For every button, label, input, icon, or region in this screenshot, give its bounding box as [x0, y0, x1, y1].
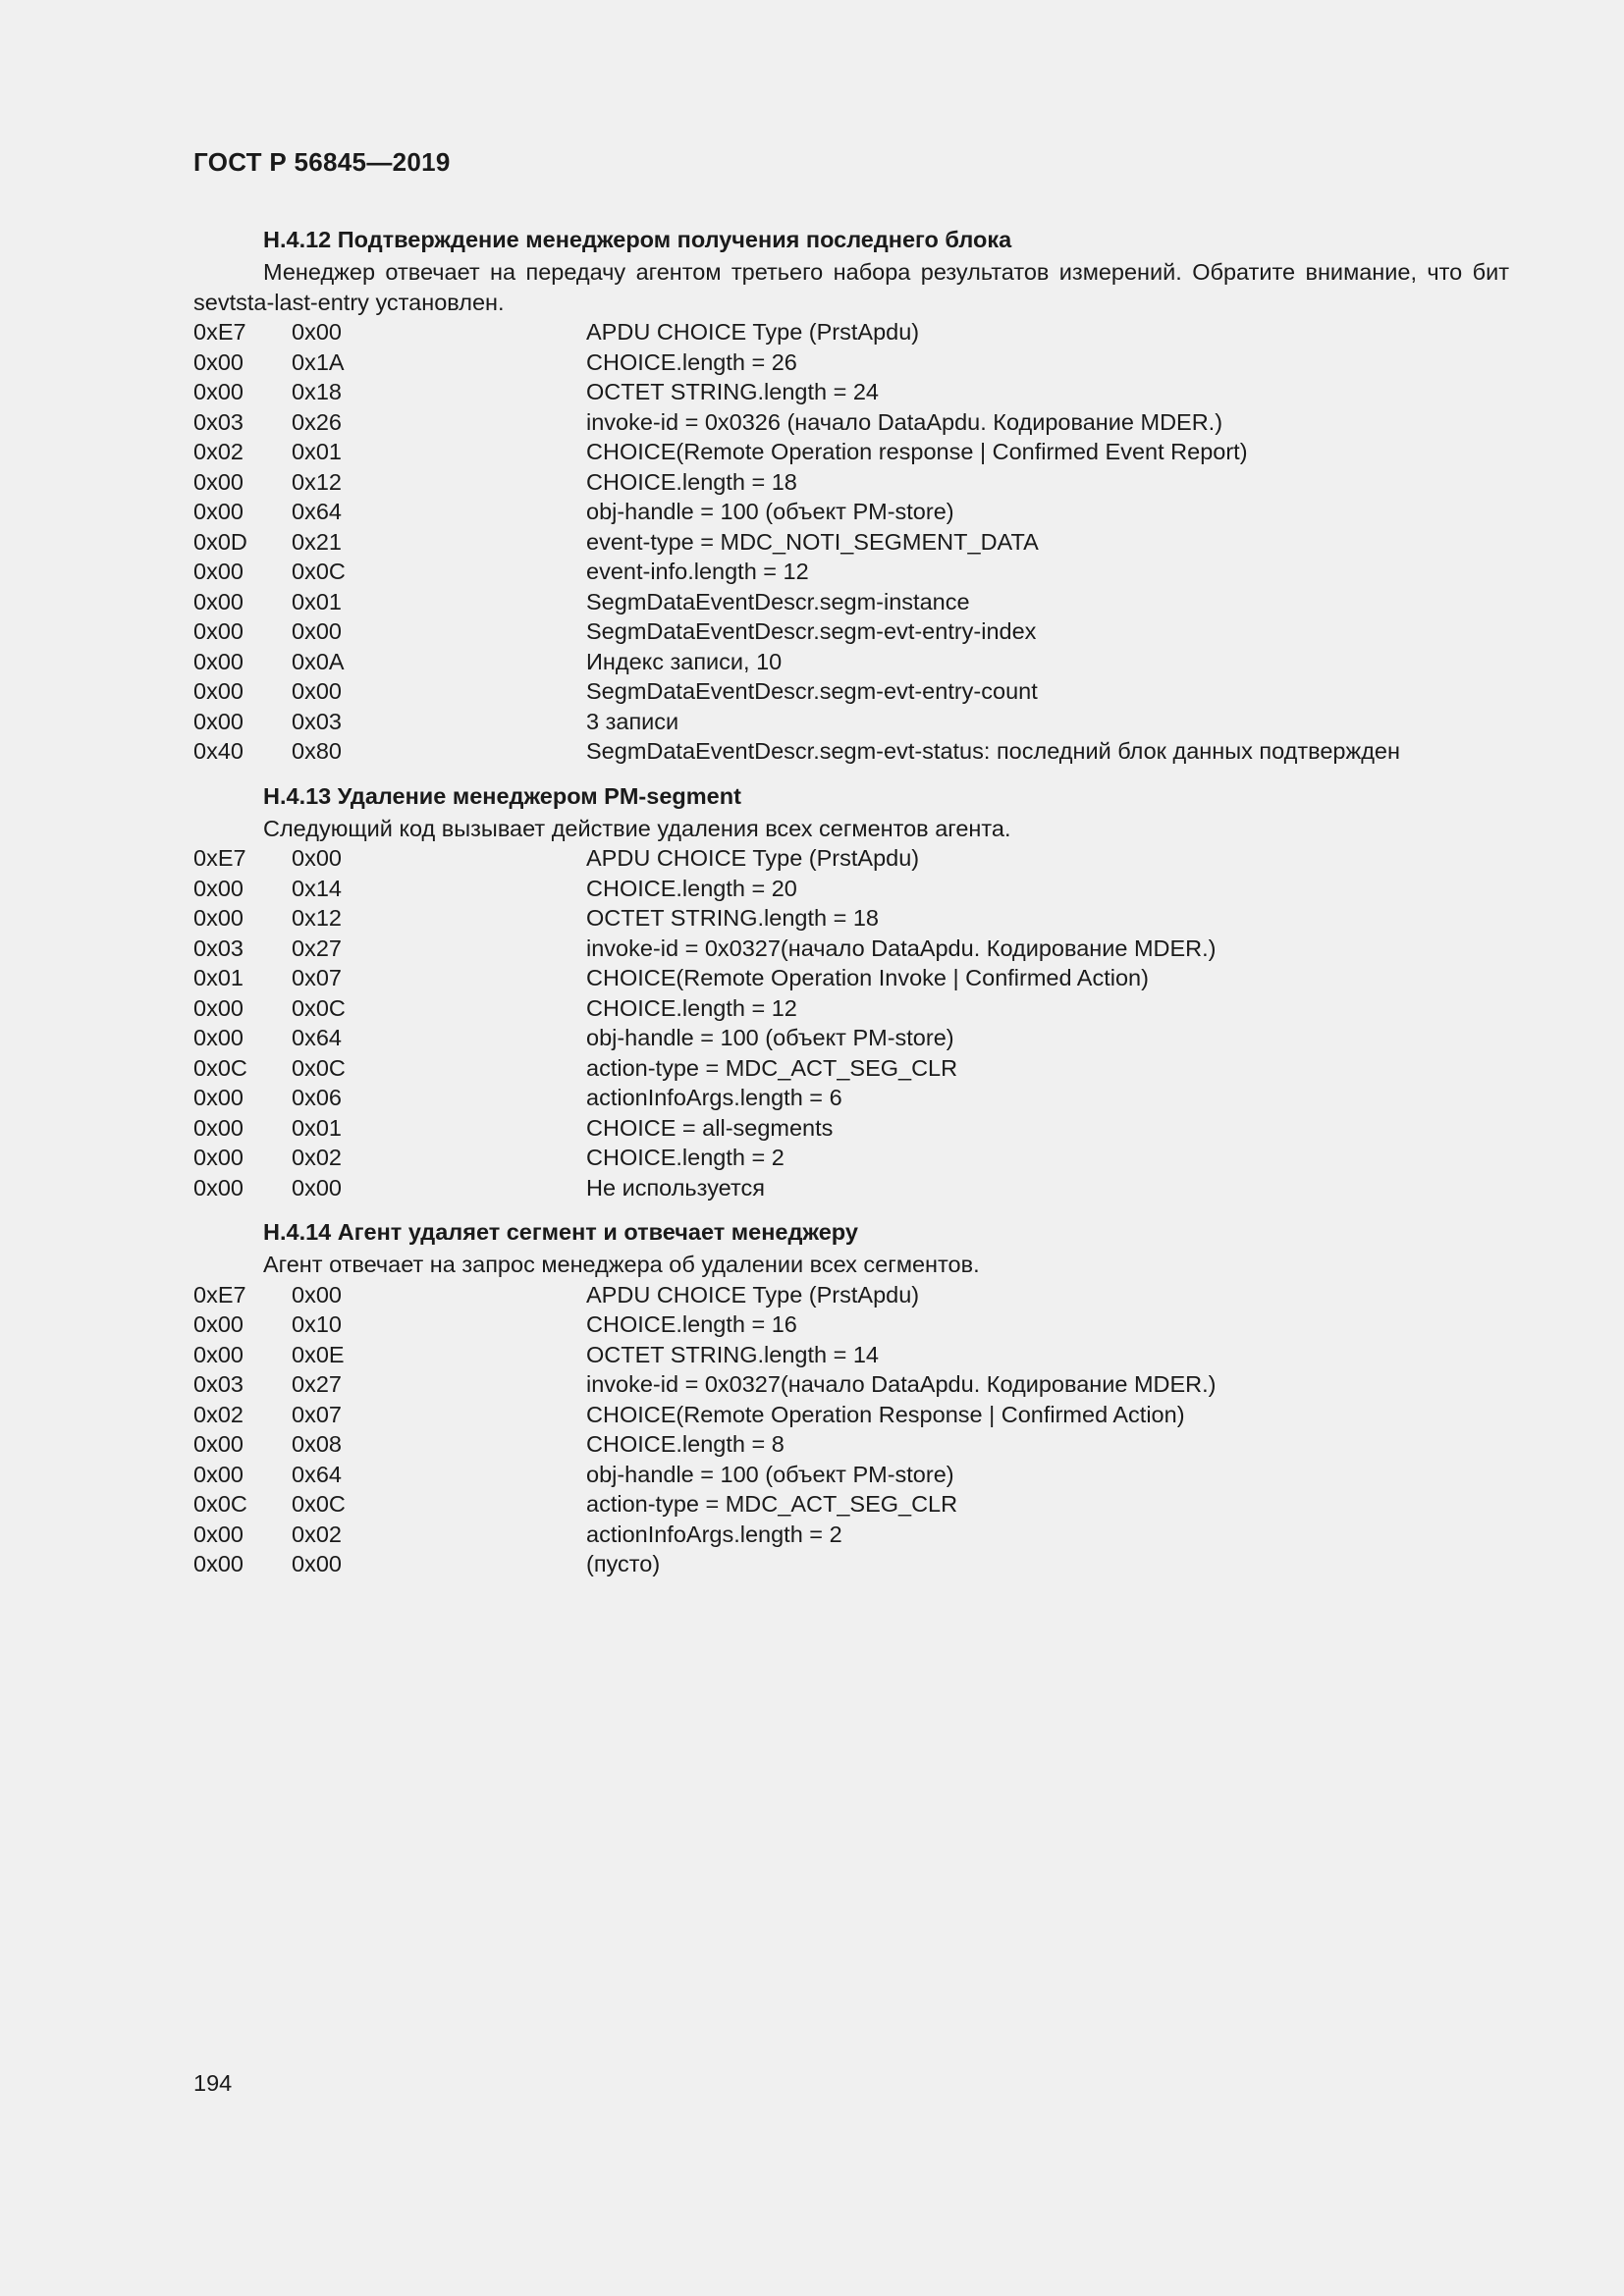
byte-row [193, 1549, 1509, 1579]
byte-2: 0x07 [292, 1401, 342, 1427]
section-title: H.4.12 Подтверждение менеджером получения последнего блока [263, 227, 1012, 252]
byte-1: 0xE7 [193, 1281, 246, 1308]
byte-row [193, 1309, 1509, 1340]
byte-2: 0x00 [292, 618, 342, 644]
byte-row [193, 676, 1509, 707]
page-header: ГОСТ Р 56845—2019 [193, 147, 451, 177]
byte-2: 0x03 [292, 708, 342, 734]
byte-row [193, 647, 1509, 677]
byte-description: CHOICE.length = 18 [586, 468, 797, 495]
byte-1: 0x0D [193, 528, 247, 555]
section-title: H.4.13 Удаление менеджером PM-segment [263, 782, 741, 809]
byte-row [193, 497, 1509, 527]
document-body [193, 222, 1509, 1591]
byte-1: 0x00 [193, 1085, 244, 1110]
byte-1: 0x00 [193, 1551, 244, 1576]
byte-1: 0x02 [193, 439, 244, 464]
byte-description: OCTET STRING.length = 14 [586, 1341, 879, 1367]
byte-row [193, 317, 1509, 347]
byte-description: SegmDataEventDescr.segm-evt-entry-count [586, 678, 1038, 704]
byte-row [193, 527, 1509, 558]
byte-description: OCTET STRING.length = 18 [586, 905, 879, 931]
byte-1: 0x00 [193, 875, 244, 901]
byte-2: 0x07 [292, 965, 342, 990]
byte-1: 0x0C [193, 1054, 247, 1081]
byte-description: CHOICE = all-segments [586, 1114, 834, 1141]
section-intro: Следующий код вызывает действие удаления всех сегментов агента. [263, 815, 1011, 841]
byte-description: SegmDataEventDescr.segm-evt-entry-index [586, 618, 1037, 644]
byte-row [193, 1053, 1509, 1084]
byte-1: 0x0C [193, 1491, 247, 1517]
byte-2: 0x10 [292, 1311, 342, 1337]
byte-1: 0x00 [193, 1431, 244, 1457]
byte-2: 0x00 [292, 1174, 342, 1201]
byte-description: SegmDataEventDescr.segm-instance [586, 588, 970, 614]
section [193, 778, 1509, 1203]
byte-2: 0x18 [292, 379, 342, 404]
byte-description: (пусто) [586, 1551, 661, 1576]
byte-description: APDU CHOICE Type (PrstApdu) [586, 845, 920, 871]
byte-2: 0x64 [292, 1461, 342, 1487]
byte-row [193, 1520, 1509, 1550]
byte-1: 0x00 [193, 1025, 244, 1050]
byte-description: CHOICE(Remote Operation Response | Confirmed Action) [586, 1401, 1185, 1427]
byte-description: CHOICE.length = 16 [586, 1311, 797, 1337]
byte-row [193, 707, 1509, 737]
byte-2: 0x08 [292, 1431, 342, 1457]
byte-2: 0x80 [292, 738, 342, 764]
byte-row [193, 736, 1509, 767]
byte-1: 0x00 [193, 708, 244, 734]
byte-description: invoke-id = 0x0327(начало DataApdu. Кодирование MDER.) [586, 1371, 1217, 1397]
byte-description: obj-handle = 100 (объект PM-store) [586, 1025, 954, 1050]
byte-1: 0x00 [193, 499, 244, 524]
byte-row [193, 1400, 1509, 1430]
byte-1: 0x00 [193, 1461, 244, 1487]
byte-2: 0x02 [292, 1145, 342, 1170]
byte-1: 0x00 [193, 1521, 244, 1547]
page-number: 194 [193, 2070, 233, 2096]
byte-description: APDU CHOICE Type (PrstApdu) [586, 319, 920, 345]
byte-1: 0x01 [193, 965, 244, 990]
byte-table [193, 843, 1509, 1202]
byte-1: 0x02 [193, 1401, 244, 1427]
byte-1: 0x00 [193, 678, 244, 704]
byte-description: OCTET STRING.length = 24 [586, 379, 879, 404]
byte-2: 0x64 [292, 1025, 342, 1050]
byte-2: 0x00 [292, 1281, 342, 1308]
byte-1: 0x00 [193, 1341, 244, 1367]
byte-row [193, 1489, 1509, 1520]
byte-row [193, 1280, 1509, 1310]
byte-description: CHOICE(Remote Operation Invoke | Confirmed Action) [586, 965, 1149, 990]
byte-1: 0x00 [193, 468, 244, 495]
byte-description: actionInfoArgs.length = 6 [586, 1085, 842, 1110]
byte-2: 0x01 [292, 1114, 342, 1141]
byte-1: 0x00 [193, 994, 244, 1021]
byte-2: 0x0C [292, 1491, 346, 1517]
byte-2: 0x06 [292, 1085, 342, 1110]
section [193, 1214, 1509, 1579]
byte-row [193, 903, 1509, 934]
byte-row [193, 1113, 1509, 1144]
byte-1: 0x00 [193, 348, 244, 375]
byte-description: Не используется [586, 1174, 765, 1201]
byte-row [193, 843, 1509, 874]
byte-table [193, 317, 1509, 767]
byte-2: 0x0C [292, 994, 346, 1021]
byte-1: 0x00 [193, 905, 244, 931]
byte-2: 0x27 [292, 1371, 342, 1397]
byte-2: 0x01 [292, 588, 342, 614]
byte-description: invoke-id = 0x0327(начало DataApdu. Кодирование MDER.) [586, 934, 1217, 961]
byte-2: 0x0C [292, 1054, 346, 1081]
byte-description: obj-handle = 100 (объект PM-store) [586, 1461, 954, 1487]
byte-row [193, 1173, 1509, 1203]
byte-1: 0x00 [193, 1311, 244, 1337]
section-title: H.4.14 Агент удаляет сегмент и отвечает менеджеру [263, 1219, 858, 1245]
byte-row [193, 993, 1509, 1024]
byte-description: CHOICE.length = 12 [586, 994, 797, 1021]
byte-row [193, 874, 1509, 904]
byte-row [193, 557, 1509, 587]
byte-description: SegmDataEventDescr.segm-evt-status: последний блок данных подтвержден [586, 738, 1400, 764]
byte-2: 0x12 [292, 468, 342, 495]
byte-1: 0x03 [193, 408, 244, 435]
byte-1: 0x00 [193, 1145, 244, 1170]
byte-description: invoke-id = 0x0326 (начало DataApdu. Кодирование MDER.) [586, 408, 1223, 435]
byte-row [193, 616, 1509, 647]
byte-row [193, 467, 1509, 498]
byte-row [193, 407, 1509, 438]
byte-1: 0x00 [193, 559, 244, 584]
byte-description: action-type = MDC_ACT_SEG_CLR [586, 1054, 958, 1081]
byte-description: event-type = MDC_NOTI_SEGMENT_DATA [586, 528, 1039, 555]
byte-2: 0x64 [292, 499, 342, 524]
byte-1: 0x00 [193, 648, 244, 674]
byte-row [193, 1340, 1509, 1370]
byte-row [193, 1460, 1509, 1490]
byte-2: 0x00 [292, 845, 342, 871]
byte-1: 0x00 [193, 379, 244, 404]
byte-description: event-info.length = 12 [586, 559, 809, 584]
byte-2: 0x01 [292, 439, 342, 464]
byte-table [193, 1280, 1509, 1579]
byte-row [193, 1429, 1509, 1460]
byte-2: 0x12 [292, 905, 342, 931]
byte-1: 0x40 [193, 738, 244, 764]
byte-1: 0x00 [193, 588, 244, 614]
byte-row [193, 934, 1509, 964]
section-intro: Менеджер отвечает на передачу агентом третьего набора результатов измерений. Обратите внимание, что бит sevtsta-last-entry установлен. [193, 259, 1509, 315]
byte-2: 0x02 [292, 1521, 342, 1547]
byte-row [193, 1369, 1509, 1400]
byte-description: APDU CHOICE Type (PrstApdu) [586, 1281, 920, 1308]
section [193, 222, 1509, 767]
byte-2: 0x26 [292, 408, 342, 435]
byte-description: CHOICE.length = 2 [586, 1145, 785, 1170]
byte-2: 0x00 [292, 1551, 342, 1576]
byte-2: 0x27 [292, 934, 342, 961]
byte-row [193, 587, 1509, 617]
byte-2: 0x0E [292, 1341, 345, 1367]
byte-row [193, 963, 1509, 993]
byte-2: 0x00 [292, 678, 342, 704]
byte-row [193, 1023, 1509, 1053]
byte-2: 0x00 [292, 319, 342, 345]
byte-2: 0x0A [292, 648, 345, 674]
byte-row [193, 1143, 1509, 1173]
byte-1: 0x00 [193, 618, 244, 644]
byte-1: 0x00 [193, 1174, 244, 1201]
byte-1: 0x03 [193, 934, 244, 961]
byte-1: 0xE7 [193, 845, 246, 871]
byte-2: 0x1A [292, 348, 345, 375]
byte-row [193, 347, 1509, 378]
section-intro: Агент отвечает на запрос менеджера об удалении всех сегментов. [263, 1252, 980, 1277]
byte-row [193, 1083, 1509, 1113]
byte-1: 0xE7 [193, 319, 246, 345]
byte-1: 0x03 [193, 1371, 244, 1397]
byte-description: CHOICE(Remote Operation response | Confirmed Event Report) [586, 439, 1248, 464]
byte-description: actionInfoArgs.length = 2 [586, 1521, 842, 1547]
byte-description: 3 записи [586, 708, 679, 734]
byte-description: obj-handle = 100 (объект PM-store) [586, 499, 954, 524]
byte-description: CHOICE.length = 20 [586, 875, 797, 901]
byte-2: 0x0C [292, 559, 346, 584]
byte-2: 0x21 [292, 528, 342, 555]
byte-description: action-type = MDC_ACT_SEG_CLR [586, 1491, 958, 1517]
byte-2: 0x14 [292, 875, 342, 901]
byte-1: 0x00 [193, 1114, 244, 1141]
byte-description: Индекс записи, 10 [586, 648, 783, 674]
byte-description: CHOICE.length = 26 [586, 348, 797, 375]
byte-description: CHOICE.length = 8 [586, 1431, 785, 1457]
byte-row [193, 377, 1509, 407]
byte-row [193, 437, 1509, 467]
